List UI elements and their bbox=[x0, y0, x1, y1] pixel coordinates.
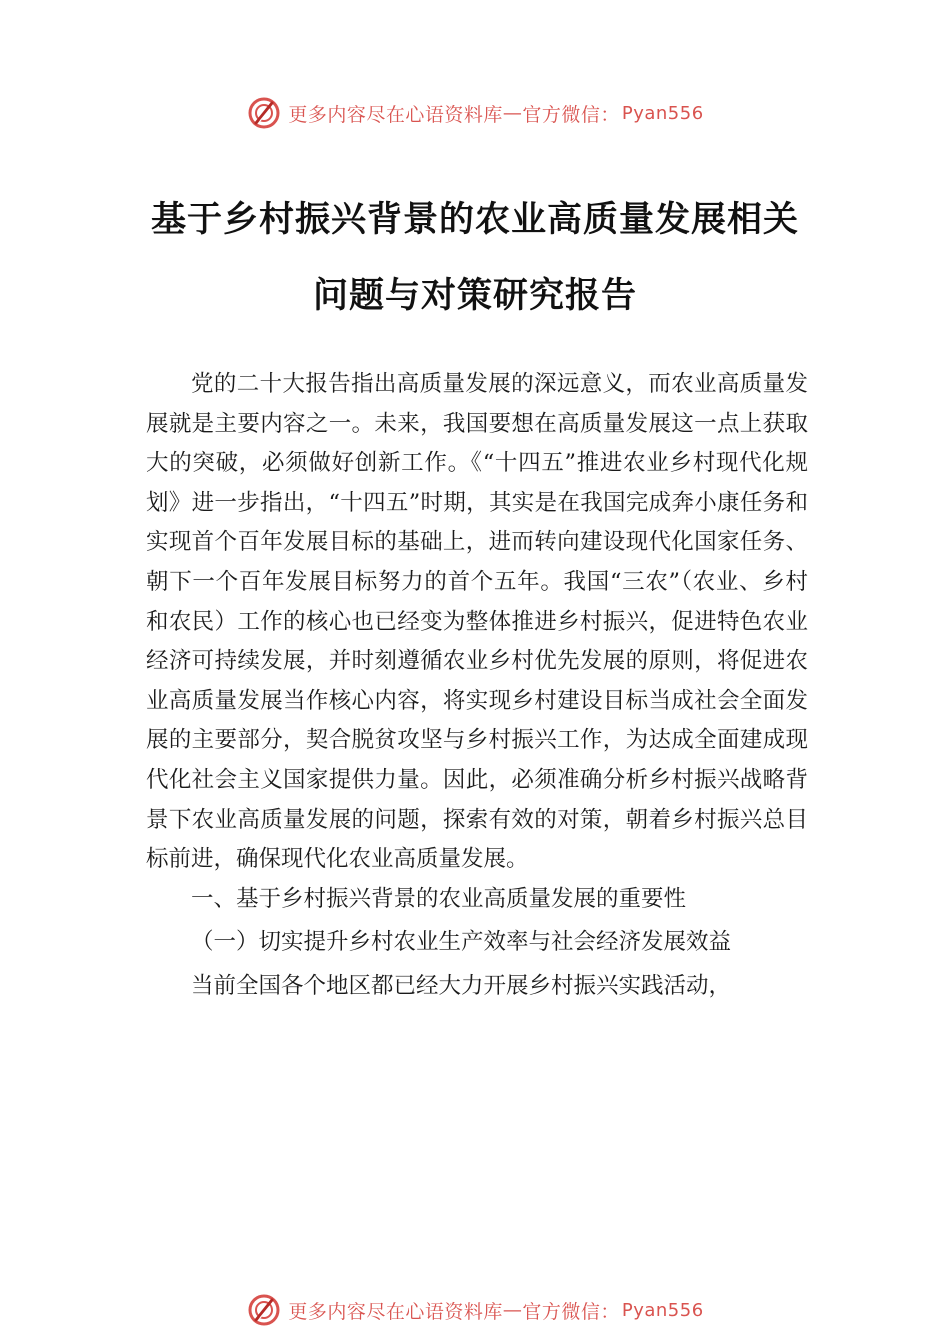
banner-wechat-label: 官方微信： bbox=[522, 103, 620, 126]
banner-dash: — bbox=[502, 1299, 523, 1321]
banner-wechat-id: Pyan556 bbox=[621, 102, 704, 124]
title-line-2: 问题与对策研究报告 bbox=[312, 275, 637, 316]
title-line-1: 基于乡村振兴背景的农业高质量发展相关 bbox=[150, 199, 799, 240]
document-title bbox=[120, 182, 830, 334]
subsection-heading-1: （一）切实提升乡村农业生产效率与社会经济发展效益 bbox=[191, 929, 732, 956]
banner-wechat-label: 官方微信： bbox=[522, 1300, 620, 1323]
paragraph-intro: 党的二十大报告指出高质量发展的深远意义，而农业高质量发展就是主要内容之一。未来，我国要想在高质量发展这一点上获取大的突破，必须做好创新工作。《“十四五”推进农业乡村现代化规划》进一步指出，“十四五”时期，其实是在我国完成奔小康任务和实现首个百年发展目标的基础上，进而转向建设现代化国家任务、朝下一个百年发展目标努力的首个五年。我国“三农”（农业、乡村和农民）工作的核心也已经变为整体推进乡村振兴，促进特色农业经济可持续发展，并时刻遵循农业乡村优先发展的原则，将促进农业高质量发展当作核心内容，将实现乡村建设目标当成社会全面发展的主要部分，契合脱贫攻坚与乡村振兴工作，为达成全面建成现代化社会主义国家提供力量。因此，必须准确分析乡村振兴战略背景下农业高质量发展的问题，探索有效的对策，朝着乡村振兴总目标前进，确保现代化农业高质量发展。 bbox=[146, 371, 808, 873]
footer-banner bbox=[0, 1290, 950, 1330]
banner-text: 更多内容尽在心语资料库 bbox=[288, 1300, 503, 1323]
banner-text: 更多内容尽在心语资料库 bbox=[288, 103, 503, 126]
header-banner bbox=[0, 93, 950, 133]
document-body bbox=[146, 365, 808, 1007]
banner-dash: — bbox=[502, 102, 523, 124]
section-heading-1: 一、基于乡村振兴背景的农业高质量发展的重要性 bbox=[191, 885, 687, 912]
stamp-logo-icon bbox=[246, 1292, 282, 1328]
paragraph-section-1: 当前全国各个地区都已经大力开展乡村振兴实践活动， bbox=[191, 972, 732, 999]
banner-wechat-id: Pyan556 bbox=[621, 1299, 704, 1321]
stamp-logo-icon bbox=[246, 95, 282, 131]
